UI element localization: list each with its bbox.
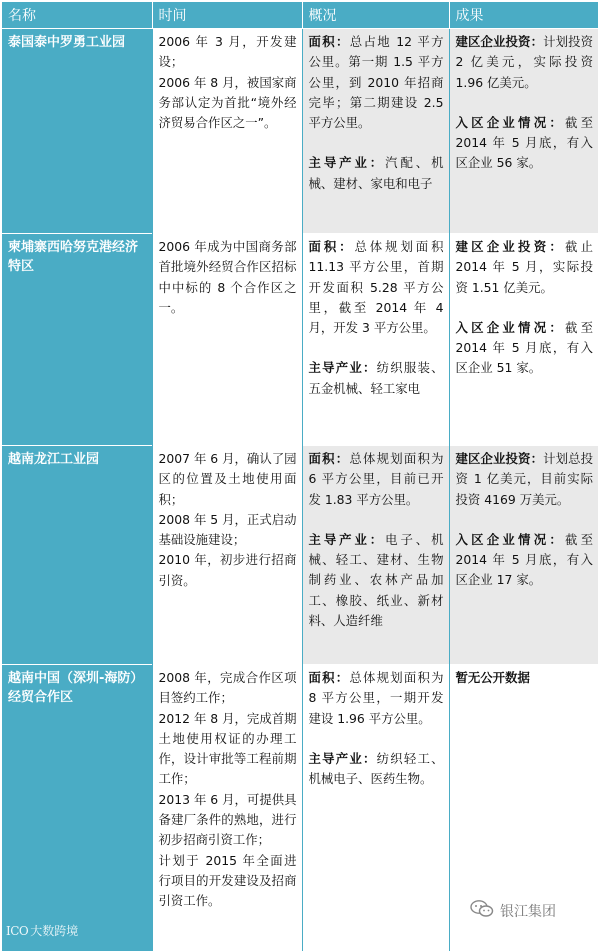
overview-cell bbox=[302, 446, 449, 665]
area-label: 面积： bbox=[309, 670, 350, 685]
time-cell bbox=[152, 665, 302, 951]
result-cell bbox=[449, 234, 598, 446]
result-none bbox=[456, 668, 594, 688]
industry-label: 主导产业： bbox=[309, 360, 377, 375]
time-cell bbox=[152, 446, 302, 665]
overview-industry bbox=[309, 153, 444, 194]
overview-area bbox=[309, 32, 444, 133]
overview-area bbox=[309, 668, 444, 729]
result-invest bbox=[456, 449, 594, 510]
watermark-left-text: 大数跨境 bbox=[30, 922, 78, 939]
time-entry: 2006 年 3 月，开发建设； bbox=[159, 32, 297, 73]
invest-text: 截止 2014 年 5 月，实际投资 1.51 亿美元。 bbox=[456, 239, 594, 295]
overview-cell bbox=[302, 665, 449, 951]
area-text: 总占地 12 平方公里。第一期 1.5 平方公里，到 2010 年招商完毕；第二期建设 2.5 平方公里。 bbox=[309, 34, 444, 130]
result-firms bbox=[456, 530, 594, 591]
header-overview: 概况 bbox=[302, 2, 449, 29]
watermark-right-text: 银江集团 bbox=[500, 901, 556, 921]
firms-text: 截至 2014 年 5 月底，有入区企业 17 家。 bbox=[456, 532, 594, 588]
area-text: 总体规划面积为 8 平方公里，一期开发建设 1.96 平方公里。 bbox=[309, 670, 444, 726]
area-label: 面积： bbox=[309, 451, 350, 466]
table-row bbox=[2, 446, 598, 665]
result-firms bbox=[456, 113, 594, 174]
time-entry: 2008 年，完成合作区项目签约工作； bbox=[159, 668, 297, 709]
table-row bbox=[2, 29, 598, 234]
invest-text: 计划投资 2 亿美元，实际投资 1.96 亿美元。 bbox=[456, 34, 594, 90]
time-entry: 2013 年 6 月，可提供具备建厂条件的熟地，进行初步招商引资工作； bbox=[159, 790, 297, 851]
invest-label: 建区企业投资： bbox=[456, 451, 544, 466]
no-data-text: 暂无公开数据 bbox=[456, 670, 530, 685]
time-entry: 2006 年成为中国商务部首批境外经贸合作区招标中中标的 8 个合作区之一。 bbox=[159, 237, 297, 318]
park-name: 柬埔寨西哈努克港经济特区 bbox=[2, 234, 152, 446]
firms-label: 入区企业情况： bbox=[456, 320, 565, 335]
industry-label: 主导产业： bbox=[309, 751, 377, 766]
overview-area bbox=[309, 237, 444, 338]
firms-text: 截至 2014 年 5 月底，有入区企业 51 家。 bbox=[456, 320, 594, 376]
time-entry: 2008 年 5 月，正式启动基础设施建设； bbox=[159, 510, 297, 551]
industry-label: 主导产业： bbox=[309, 155, 386, 170]
time-entry: 计划于 2015 年全面进行项目的开发建设及招商引资工作。 bbox=[159, 851, 297, 912]
industry-text: 汽配、机械、建材、家电和电子 bbox=[309, 155, 444, 190]
area-label: 面积： bbox=[309, 239, 355, 254]
watermark-right bbox=[470, 900, 556, 922]
table-row bbox=[2, 234, 598, 446]
time-entry: 2010 年，初步进行招商引资。 bbox=[159, 550, 297, 591]
invest-label: 建区企业投资： bbox=[456, 239, 565, 254]
result-cell bbox=[449, 446, 598, 665]
time-entry: 2012 年 8 月，完成首期土地使用权证的办理工作，设计审批等工程前期工作； bbox=[159, 709, 297, 790]
area-label: 面积： bbox=[309, 34, 350, 49]
industry-text: 纺织服装、五金机械、轻工家电 bbox=[309, 360, 444, 395]
header-time: 时间 bbox=[152, 2, 302, 29]
invest-text: 计划总投资 1 亿美元，目前实际投资 4169 万美元。 bbox=[456, 451, 594, 507]
time-cell bbox=[152, 234, 302, 446]
industry-text: 电子、机械、轻工、建材、生物制药业、农林产品加工、橡胶、纸业、新材料、人造纤维 bbox=[309, 532, 444, 628]
wechat-icon bbox=[470, 900, 494, 922]
park-name: 越南龙江工业园 bbox=[2, 446, 152, 665]
overview-area bbox=[309, 449, 444, 510]
overview-industry bbox=[309, 358, 444, 399]
result-invest bbox=[456, 237, 594, 298]
park-name: 泰国泰中罗勇工业园 bbox=[2, 29, 152, 234]
time-entry: 2007 年 6 月，确认了园区的位置及土地使用面积； bbox=[159, 449, 297, 510]
firms-text: 截至 2014 年 5 月底，有入区企业 56 家。 bbox=[456, 115, 594, 171]
table-header-row bbox=[2, 2, 598, 29]
overview-cell bbox=[302, 234, 449, 446]
header-result: 成果 bbox=[449, 2, 598, 29]
result-cell bbox=[449, 29, 598, 234]
time-cell bbox=[152, 29, 302, 234]
firms-label: 入区企业情况： bbox=[456, 115, 565, 130]
parks-table bbox=[2, 2, 598, 951]
overview-cell bbox=[302, 29, 449, 234]
area-text: 总体规划面积 11.13 平方公里，首期开发面积 5.28 平方公里，截至 2014 年 4 月，开发 3 平方公里。 bbox=[309, 239, 444, 335]
area-text: 总体规划面积为 6 平方公里，目前已开发 1.83 平方公里。 bbox=[309, 451, 444, 507]
watermark-logo: ICO bbox=[6, 924, 28, 938]
time-entry: 2006 年 8 月，被国家商务部认定为首批“境外经济贸易合作区之一”。 bbox=[159, 73, 297, 134]
invest-label: 建区企业投资： bbox=[456, 34, 544, 49]
result-firms bbox=[456, 318, 594, 379]
industry-label: 主导产业： bbox=[309, 532, 386, 547]
overview-industry bbox=[309, 749, 444, 790]
overview-industry bbox=[309, 530, 444, 631]
industry-text: 纺织轻工、机械电子、医药生物。 bbox=[309, 751, 444, 786]
result-invest bbox=[456, 32, 594, 93]
firms-label: 入区企业情况： bbox=[456, 532, 565, 547]
park-name: 越南中国（深圳-海防）经贸合作区 bbox=[2, 665, 152, 951]
header-name: 名称 bbox=[2, 2, 152, 29]
watermark-left bbox=[6, 922, 78, 939]
